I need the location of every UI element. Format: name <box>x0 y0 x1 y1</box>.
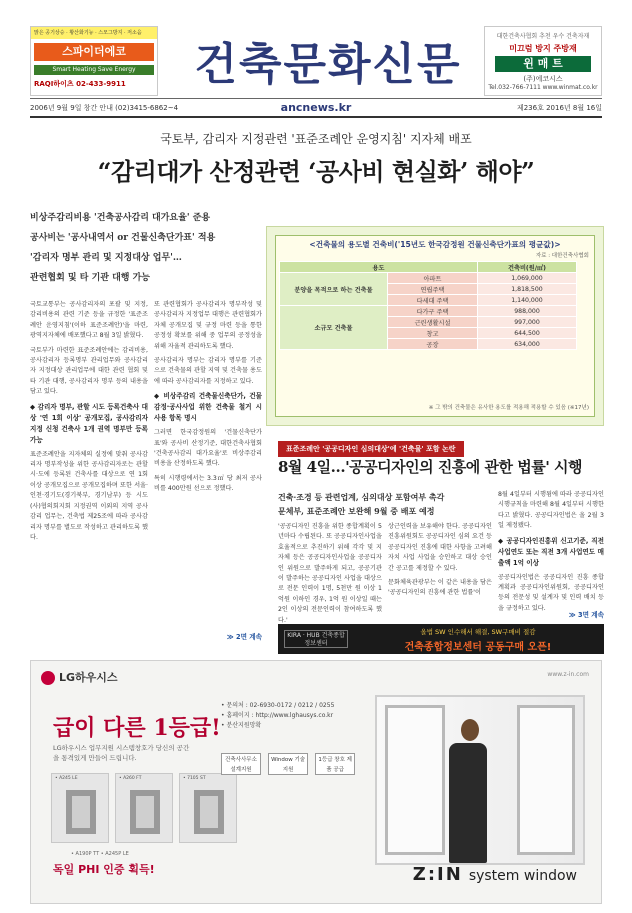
article2-column-1 <box>278 522 382 624</box>
dateline-left: 2006년 9월 9일 창간 안내 (02)3415-6862~4 <box>30 104 179 112</box>
paragraph: 상근인력을 보유해야 한다. 공공디자인 진흥위원회도 공공디자인 심의 요건 등 공공디자인 진흥에 대한 사항을 고려해 자치 사업 사업을 승인하고 대상 승인 간 공고를 제정할 수 있다. <box>388 523 492 572</box>
window-frame-icon <box>66 790 96 834</box>
ad-slogan: 대한건축사협회 추천 우수 건축자재 <box>496 33 590 40</box>
ad-lg-hausys[interactable] <box>30 660 602 904</box>
ad-strip: 맑은 공기상승 · 황산화기능 · 스모그방지 · 저소음 <box>31 27 157 39</box>
site-url[interactable]: ancnews.kr <box>280 101 352 114</box>
ad-sub: Smart Heating Save Energy <box>34 65 154 75</box>
dateline-right: 제236호 2016년 8월 16일 <box>516 104 602 112</box>
subhead: 문체부, 표준조례안 보완해 9월 중 배포 예정 <box>278 506 435 516</box>
table-cell-value: 1,140,000 <box>478 295 577 306</box>
window-sample <box>179 773 237 843</box>
subhead: 비상주감리비용 '건축공사감리 대가요율' 준용 <box>30 213 211 223</box>
person-head <box>461 719 479 741</box>
subhead: 공사비는 '공사내역서 or 건물신축단가표' 적용 <box>30 233 216 243</box>
table-group: 분양을 목적으로 하는 건축물 <box>280 273 388 306</box>
contact-line: • 문의처 : 02-6930-0172 / 0212 / 0255 <box>221 702 335 709</box>
sample-label: • A245 LE <box>55 776 78 781</box>
window-samples <box>51 773 241 847</box>
ad-b1: 미끄럼 방지 주방재 <box>509 44 577 53</box>
paragraph: 공사감리자 명부는 감리자 명부를 기준으로 건축물의 관할 지역 및 건축물 용도에 따라 공사감리자를 지정하고 있다. <box>154 357 262 385</box>
table-note: ※ 그 밖의 건축물은 유사한 용도를 적용해 적용할 수 있음 (※17년) <box>428 405 589 411</box>
feature-box: 1등급 창호 제품 공급 <box>315 753 355 775</box>
paragraph: '공공디자인 진흥을 위한 종합계획이 5년마다 수립된다. 또 공공디자인사업을 효율적으로 추진하기 위해 각각 및 지자체 등은 공공디자인사업을 공공디자인 위원으로 발주하게 되고, 공공기관이 발주하는 공공디자인 사업을 대상으로 전문 인력이 1명, 5천만 원 이상 1억원 이하인 경우, 1억 원 이상일 때는 2인 이상의 전문인력이 참여하도록 했다.' <box>278 523 382 624</box>
article2-column-3 <box>498 490 604 612</box>
paragraph: 국토부가 마련한 표준조례안에는 감리비용, 공사감리자 등록명부 관리업무와 공사감리자 지정대상 관리업무에 대한 관련 협회 및 타 기관 대행, 공사감리자 명부 등의 내용을 담고 있다. <box>30 346 148 396</box>
window-sample <box>51 773 109 843</box>
article2-column-2 <box>388 522 492 620</box>
paragraph: 그러면 한국감정원의 '건물신축단가표'와 공사비 산정기준, 대한건축사협회 '건축공사감리 대가요율'로 비상주감리 비용을 산정하도록 했다. <box>154 429 262 468</box>
table-row <box>280 273 577 284</box>
article1-kicker: 국토부, 감리자 지정관련 '표준조례안 운영지침' 지자체 배포 <box>160 132 472 146</box>
zin-logo <box>413 864 577 885</box>
cost-table <box>279 261 577 350</box>
kira-line2: 건축종합정보센터 공동구매 오픈! <box>404 642 552 653</box>
lg-brand <box>41 669 118 685</box>
article2-more <box>498 610 604 622</box>
table-cell-use: 연립주택 <box>388 284 478 295</box>
ad-features <box>221 753 391 775</box>
table-cell-value: 1,818,500 <box>478 284 577 295</box>
ad-b2: 윈 매 트 <box>495 56 591 72</box>
zin-tagline: system window <box>468 868 577 884</box>
paragraph: 문화체육관광부는 이 같은 내용을 담은 '공공디자인의 진흥에 관한 법률'이 <box>388 579 492 597</box>
table-cell-use: 창고 <box>388 328 478 339</box>
window-pane <box>385 705 445 855</box>
table-cell-value: 634,000 <box>478 339 577 350</box>
table-header-use: 용도 <box>280 262 478 273</box>
table-cell-value: 644,500 <box>478 328 577 339</box>
sample-label: • A260 FT <box>119 776 142 781</box>
article1-column-2 <box>154 300 262 630</box>
ad-winmat[interactable] <box>484 26 602 96</box>
kira-logo: KIRA · HUB 건축종합정보센터 <box>284 630 348 648</box>
article2-headline[interactable]: 8월 4일…'공공디자인의 진흥에 관한 법률' 시행 <box>278 458 583 476</box>
ad-description: LG하우시스 업무지원 시스템창호가 당신의 공간을 통격있게 만들어 드립니다. <box>53 744 190 762</box>
ad-brand: 스파이더에코 <box>34 43 154 61</box>
window-sample <box>115 773 173 843</box>
feature-box: Window 기술지원 <box>268 753 308 775</box>
lg-logo-icon <box>41 671 55 685</box>
table-title: <건축물의 용도별 건축비('15년도 한국감정원 건물신축단가표의 평균값)> <box>309 240 561 249</box>
construction-cost-table-box <box>266 226 604 426</box>
paragraph: 공공디자인법은 공공디자인 진흥 종합계획과 공공디자인위원회, 공공디자인 등의 전문성 및 설계자 및 인력 배치 등을 규정하고 있다. <box>498 573 604 612</box>
article2-subheads <box>278 490 518 518</box>
ad-headline: 급이 다른 1등급! <box>53 715 221 741</box>
dateline <box>30 98 602 118</box>
paragraph: 특히 시행령에서는 3.3㎡ 당 최저 공사비를 400만원 선으로 정했다. <box>154 474 262 493</box>
feature-box: 건축사사무소 설계지원 <box>221 753 261 775</box>
article2-tag: 표준조례안 '공공디자인 심의대상'에 '건축물' 포함 논란 <box>278 441 464 457</box>
article1-subheads <box>30 208 270 288</box>
window-frame-icon <box>130 790 160 834</box>
table-header-cost: 건축비(원/㎡) <box>478 262 577 273</box>
phi-certification: 독일 PHI 인증 획득! <box>53 863 155 876</box>
ad-contacts <box>221 701 401 731</box>
paragraph: 8월 4일부터 시행됨에 따라 공공디자인 시행규칙을 마련해 8월 4일부터 시행한다고 밝혔다. 공공디자인법은 올 2월 3일 제정됐다. <box>498 491 604 530</box>
ad-spider-eco[interactable] <box>30 26 158 96</box>
table-cell-use: 근린생활시설 <box>388 317 478 328</box>
ad-b4: Tel.032-766-7111 www.winmat.co.kr <box>488 84 598 91</box>
table-cell-value: 988,000 <box>478 306 577 317</box>
model-person-image <box>449 719 491 869</box>
article1-headline[interactable]: “감리대가 산정관련 ‘공사비 현실화’ 해야” <box>97 157 535 186</box>
paragraph: 표준조례안을 지자체의 실정에 맞춰 공사감리자 명부작성을 위한 공사감리자로는 관할 시·도에 등록된 건축사를 대상으로 연 1회 이상 공개모집으로 공개모집하며 또한 서울·인천·경기도(경기북부, 경기남부) 등 시도(사)협의회지회 지정권역 이외의 지역 공사감리 업무는, 건축법 제25조에 따라 공사감리자 명부를 별도로 작성하고 관리하도록 했다. <box>30 450 148 541</box>
subhead: '감리자 명부 관리 및 지정대상 업무'… <box>30 253 182 263</box>
article1-more <box>154 632 262 646</box>
kira-line1: 올법 SW 인수해서 해결, SW구매비 절감 <box>420 628 536 636</box>
ad-url[interactable]: www.z-in.com <box>547 671 589 678</box>
newspaper-page <box>18 14 614 908</box>
lg-brand-text: LG하우시스 <box>59 671 118 684</box>
table-cell-use: 다세대 주택 <box>388 295 478 306</box>
table-cell-use: 아파트 <box>388 273 478 284</box>
ad-b3: (주)에코시스 <box>523 75 563 83</box>
contact-line: • 홈페이지 : http://www.lghausys.co.kr <box>221 712 334 719</box>
person-body <box>449 743 487 863</box>
paragraph: 또 관련협회가 공사감리자 명부작성 및 공사감리자 지정업무 대행은 관련협회가 자체 공개모집 및 규정 마련 등을 통한 공정성 확보를 위해 중 업무의 공정성을 위해 자율적 관리하도록 했다. <box>154 301 262 350</box>
window-frame-icon <box>194 790 224 834</box>
window-pane <box>517 705 575 855</box>
subhead: 관련협회 및 타 기관 대행 가능 <box>30 273 150 283</box>
paragraph: 국토교통부는 공사감리자의 포괄 및 지정, 감리비용의 관련 기준 등을 규정한 '표준조례안 운영지침'(이하 표준조례안)'을 마련, 광역지자체에 배포했다고 8월 3일 밝혔다. <box>30 301 148 340</box>
contact-line: • 분산지원망확 <box>221 722 262 729</box>
ad-contact: RAQI하이츠 02-433-9911 <box>34 80 126 88</box>
masthead-title: 건축문화신문 <box>194 39 462 90</box>
table-group: 소규모 건축물 <box>280 306 388 350</box>
table-cell-value: 997,000 <box>478 317 577 328</box>
article1-column-1 <box>30 300 148 630</box>
phi-models: • A190P TT • A245P LE <box>71 851 129 857</box>
bullet-heading: ◆ 공공디자인진흥위 신고기준, 직전 사업연도 또는 직전 3개 사업연도 매출액 1억 이상 <box>498 536 604 567</box>
subhead: 건축·조경 등 관련업계, 심의대상 포함여부 촉각 <box>278 492 445 502</box>
continue-link[interactable]: ≫ 3면 계속 <box>568 611 604 619</box>
table-cell-value: 1,069,000 <box>478 273 577 284</box>
zin-wordmark: Z:IN <box>412 864 463 885</box>
table-cell-use: 다가구 주택 <box>388 306 478 317</box>
sample-label: • 7105 ST <box>183 776 206 781</box>
bullet-heading: ◆ 감리자 명부, 관할 시도 등록건축사 대상 '연 1회 이상' 공개모집, 공사감리자 지정 신청 건축사 1개 권역 명부만 등록 가능 <box>30 402 148 444</box>
kira-hub-banner[interactable] <box>278 624 604 654</box>
table-cell-use: 공장 <box>388 339 478 350</box>
continue-link[interactable]: ≫ 2면 계속 <box>226 633 262 641</box>
table-row <box>280 306 577 317</box>
article2-tagbar <box>278 436 602 452</box>
table-source: 자료 : 대한건축사협회 <box>535 253 589 259</box>
bullet-heading: ◆ 비상주감리 건축물신축단가, 건물감정·공사사업 위한 건축물 철거 시 사용 항목 명시 <box>154 392 262 423</box>
